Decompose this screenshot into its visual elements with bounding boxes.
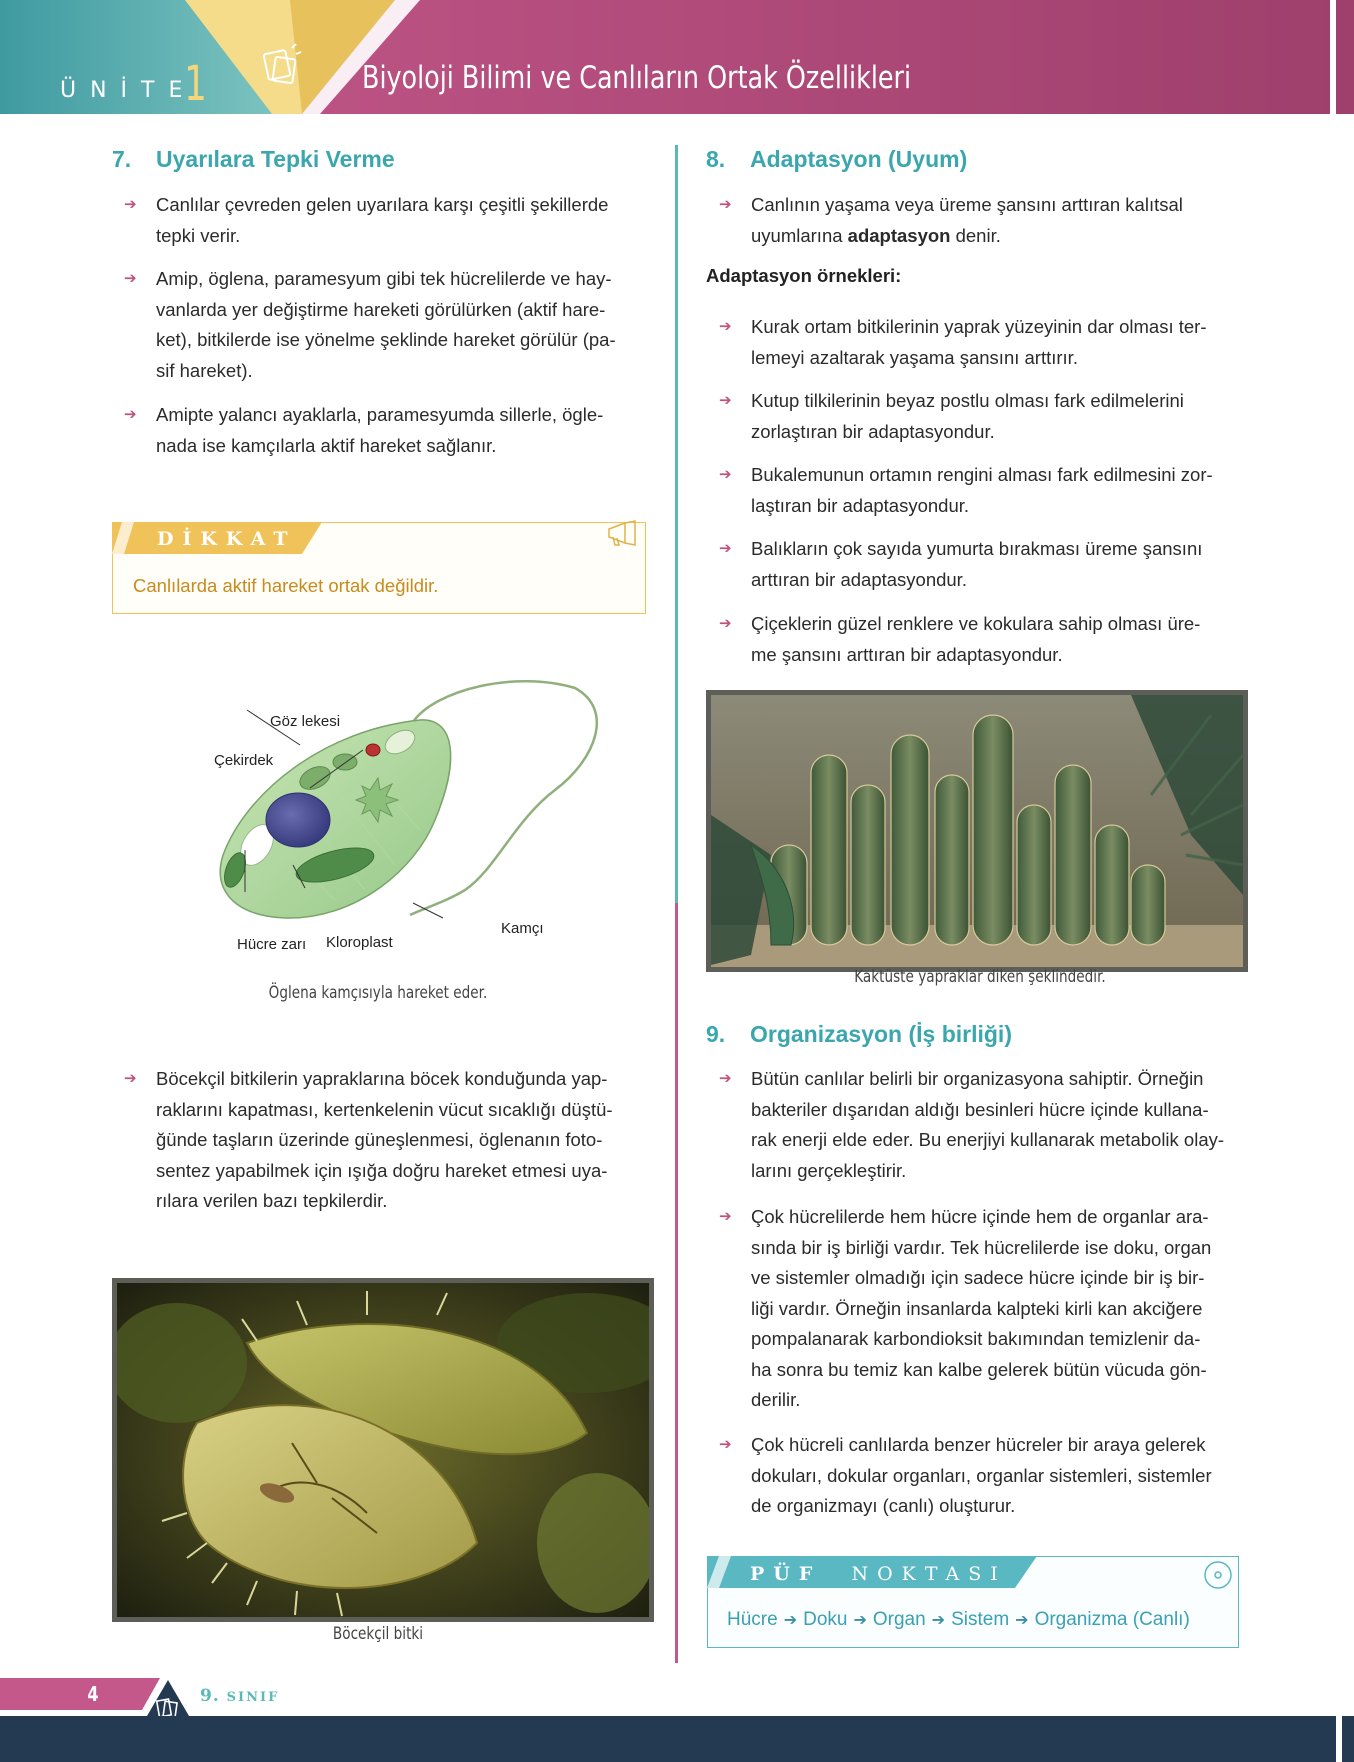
- euglena-diagram: [195, 670, 615, 960]
- arrow-icon: ➔: [124, 196, 137, 213]
- column-divider-top: [675, 145, 678, 903]
- bullet-7-1: ➔ Canlılar çevreden gelen uyarılara karşı çeşitli şekillerde tepki verir.: [156, 190, 646, 251]
- flytrap-caption: Böcekçil bitki: [332, 1624, 424, 1644]
- column-divider-bottom: [675, 903, 678, 1663]
- eye-spot: [366, 744, 380, 756]
- arrow-icon: ➔: [124, 406, 137, 423]
- section-8-title: 8. Adaptasyon (Uyum): [706, 146, 968, 172]
- organization-flow: Hücre ➔ Doku ➔ Organ ➔ Sistem ➔ Organizma (Canlı): [727, 1609, 1190, 1630]
- euglena-caption: Öglena kamçısıyla hareket eder.: [268, 983, 488, 1003]
- cactus-caption: Kaktüste yapraklar diken şeklindedir.: [854, 967, 1106, 987]
- bullet-7-2: ➔ Amip, öglena, paramesyum gibi tek hücrelilerde ve hay- vanlarda yer değiştirme hareketi görülürken (aktif hare- ket), bitkilerde ise yönelme şeklinde hareket görülür (pa- sif hareket).: [156, 264, 646, 386]
- page-number: 4: [87, 1682, 99, 1706]
- dikkat-box: [112, 522, 646, 614]
- arrow-icon: ➔: [719, 318, 732, 335]
- cactus-photo: [706, 690, 1248, 972]
- section-7-title: 7. Uyarılara Tepki Verme: [112, 146, 395, 172]
- label-flagellum: Kamçı: [501, 920, 544, 937]
- dikkat-title: DİKKAT: [157, 528, 297, 550]
- example-5: ➔ Çiçeklerin güzel renklere ve kokulara sahip olması üre- me şansını arttıran bir adaptasyondur.: [751, 609, 1241, 670]
- bullet-9-3: ➔ Çok hücreli canlılarda benzer hücreler bir araya gelerek dokuları, dokular organları, organlar sistemleri, sistemler de organizmayı (canlı) oluşturur.: [751, 1430, 1241, 1522]
- bullet-insect: ➔ Böcekçil bitkilerin yapraklarına böcek konduğunda yap- raklarını kapatması, kertenkelenin vücut sıcaklığı düştü- ğünde taşların üzerinde güneşlenmesi, öglenanın foto- sentez yapabilmek için ışığa doğru hareket etmesi uya- rılara verilen bazı tepkilerdir.: [156, 1064, 646, 1217]
- megaphone-icon: [605, 519, 639, 549]
- nucleus: [266, 793, 330, 847]
- arrow-icon: ➔: [719, 392, 732, 409]
- label-eye-spot: Göz lekesi: [270, 713, 341, 730]
- arrow-icon: ➔: [124, 270, 137, 287]
- label-chloroplast: Kloroplast: [326, 934, 393, 951]
- arrow-icon: ➔: [719, 466, 732, 483]
- examples-title: Adaptasyon örnekleri:: [706, 265, 902, 286]
- arrow-icon: ➔: [719, 540, 732, 557]
- footer-page-tab: [0, 1678, 160, 1710]
- puf-noktasi-box: [707, 1556, 1239, 1648]
- bullet-9-2: ➔ Çok hücrelilerde hem hücre içinde hem de organlar ara- sında bir iş birliği vardır. Tek hücrelilerde ise doku, organ ve sistemler olmadığı için sadece hücre içinde bir iş bir- liği vardır. Örneğin insanlarda kalpteki kirli kan akciğere pompalanarak karbondioksit bakımından temizlenir da- ha sonra bu temiz kan kalbe gelerek bütün vücuda gön- derilir.: [751, 1202, 1241, 1416]
- footer-stripe: [1336, 1716, 1342, 1762]
- arrow-icon: ➔: [719, 615, 732, 632]
- unit-label: ÜNİTE: [60, 78, 197, 103]
- arrow-icon: ➔: [719, 1070, 732, 1087]
- page-header: [0, 0, 1354, 114]
- footer-bar: [0, 1716, 1354, 1762]
- section-9-title: 9. Organizasyon (İş birliği): [706, 1021, 1012, 1047]
- dikkat-text: Canlılarda aktif hareket ortak değildir.: [133, 575, 439, 596]
- bullet-9-1: ➔ Bütün canlılar belirli bir organizasyona sahiptir. Örneğin bakteriler dışarıdan aldığı besinleri hücre içinde kullana- rak enerji elde eder. Bu enerjiyi kullanarak metabolik olay- larını gerçekleştirir.: [751, 1064, 1241, 1186]
- label-nucleus: Çekirdek: [214, 752, 274, 769]
- target-icon: [1202, 1559, 1234, 1591]
- example-4: ➔ Balıkların çok sayıda yumurta bırakması üreme şansını arttıran bir adaptasyondur.: [751, 534, 1241, 595]
- flytrap-photo: [112, 1278, 654, 1622]
- arrow-icon: ➔: [124, 1070, 137, 1087]
- arrow-icon: ➔: [719, 196, 732, 213]
- example-1: ➔ Kurak ortam bitkilerinin yaprak yüzeyinin dar olması ter- lemeyi azaltarak yaşama şansını arttırır.: [751, 312, 1241, 373]
- unit-number: 1: [184, 56, 207, 112]
- label-membrane: Hücre zarı: [237, 936, 307, 953]
- chapter-title: Biyoloji Bilimi ve Canlıların Ortak Özellikleri: [362, 60, 912, 96]
- euglena-body: [220, 720, 450, 918]
- example-2: ➔ Kutup tilkilerinin beyaz postlu olması fark edilmelerini zorlaştıran bir adaptasyondur.: [751, 386, 1241, 447]
- bullet-8-intro: ➔ Canlının yaşama veya üreme şansını arttıran kalıtsal uyumlarına adaptasyon denir.: [751, 190, 1241, 251]
- puf-title: PÜF NOKTASI: [750, 1563, 1007, 1585]
- grade-label: 9. SINIF: [200, 1686, 280, 1706]
- example-3: ➔ Bukalemunun ortamın rengini alması fark edilmesini zor- laştıran bir adaptasyondur.: [751, 460, 1241, 521]
- bullet-7-3: ➔ Amipte yalancı ayaklarla, paramesyumda sillerle, ögle- nada ise kamçılarla aktif hareket sağlanır.: [156, 400, 646, 461]
- arrow-icon: ➔: [719, 1436, 732, 1453]
- arrow-icon: ➔: [719, 1208, 732, 1225]
